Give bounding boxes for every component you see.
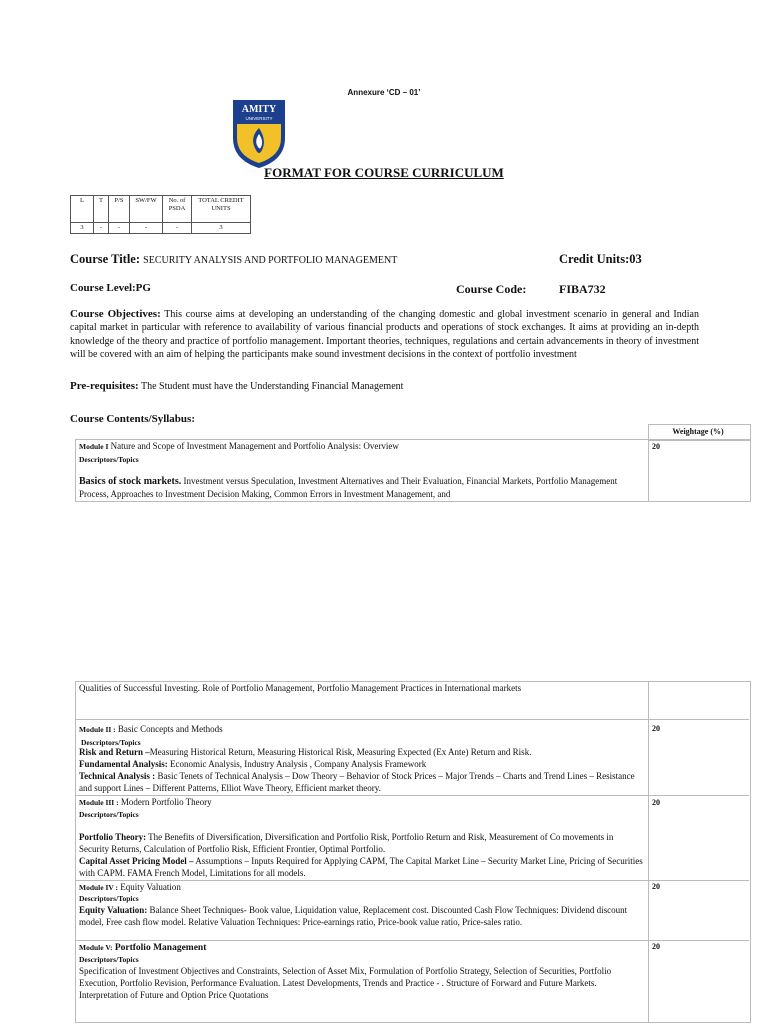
contents-heading: Course Contents/Syllabus: bbox=[70, 413, 195, 425]
weightage-header: Weightage (%) bbox=[672, 427, 724, 436]
value-cell: 3 bbox=[71, 223, 94, 234]
header-cell: L bbox=[71, 196, 94, 223]
module-2-heading bbox=[79, 723, 645, 736]
descriptors-label: Descriptors/Topics bbox=[79, 455, 139, 464]
module-label: Module I bbox=[79, 442, 109, 451]
module-4-content bbox=[79, 904, 645, 928]
university-logo bbox=[229, 98, 289, 170]
descriptors-label: Descriptors/Topics bbox=[79, 894, 139, 903]
module-weight: 20 bbox=[652, 442, 660, 451]
topic-heading: Capital Asset Pricing Model – bbox=[79, 856, 194, 866]
module-1-heading bbox=[79, 440, 645, 453]
header-cell: No. of PSDA bbox=[163, 196, 192, 223]
course-level: Course Level:PG bbox=[70, 282, 151, 294]
module-label: Module III : bbox=[79, 798, 119, 807]
topic-text: Basic Tenets of Technical Analysis – Dow Theory – Behavior of Stock Prices – Major Trends – Charts and Trend Lines – Resistance and support Lines – Different Patterns, Elliot Wave Theory, Efficient market theory. bbox=[79, 771, 635, 793]
module-title: Modern Portfolio Theory bbox=[120, 797, 212, 807]
topic-line bbox=[79, 770, 645, 794]
module-5-content: Specification of Investment Objectives and Constraints, Selection of Asset Mix, Formulation of Portfolio Strategy, Selection of Securities, Portfolio Execution, Portfolio Revision, Performance Evaluation. Latest Developments, Trends and Practice - . Structure of Forward and Future Markets. Interpretation of Future and Option Price Quotations bbox=[79, 966, 612, 1000]
topic-line bbox=[79, 758, 645, 770]
module-label: Module II : bbox=[79, 725, 116, 734]
descriptors-label: Descriptors/Topics bbox=[81, 738, 141, 747]
topic-text: Measuring Historical Return, Measuring Historical Risk, Measuring Expected (Ex Ante) Return and Risk. bbox=[149, 747, 532, 757]
prereq-label: Pre-requisites: bbox=[70, 380, 139, 392]
prerequisites bbox=[70, 380, 403, 392]
module-weight: 20 bbox=[652, 798, 660, 807]
objectives-label: Course Objectives: bbox=[70, 308, 161, 320]
module-1-content bbox=[79, 475, 645, 500]
course-code-value: FIBA732 bbox=[559, 282, 606, 296]
descriptors-label: Descriptors/Topics bbox=[79, 955, 139, 964]
table-row bbox=[71, 223, 251, 234]
module-label: Module V: bbox=[79, 943, 113, 952]
value-cell: - bbox=[130, 223, 163, 234]
course-objectives bbox=[70, 308, 699, 361]
module-weight: 20 bbox=[652, 724, 660, 733]
column-divider bbox=[648, 439, 649, 501]
module-2-content bbox=[79, 746, 645, 794]
credit-units-table bbox=[70, 195, 251, 234]
course-title-label: Course Title: bbox=[70, 252, 141, 266]
module-3-content bbox=[79, 831, 645, 879]
topic-heading: Equity Valuation: bbox=[79, 905, 148, 915]
module-title: Equity Valuation bbox=[120, 882, 181, 892]
topic-text: Balance Sheet Techniques- Book value, Liquidation value, Replacement cost. Discounted Cash Flow Techniques: Dividend discount model, Free cash flow model. Relative Valuation Techniques: Price-earnings ratio, Price-book value ratio, Price-sales ratio. bbox=[79, 905, 628, 927]
module-weight: 20 bbox=[652, 942, 660, 951]
module-4-heading bbox=[79, 881, 645, 894]
header-cell: T bbox=[94, 196, 109, 223]
topic-line bbox=[79, 746, 645, 758]
header-cell: TOTAL CREDIT UNITS bbox=[192, 196, 251, 223]
annexure-label: Annexure ‘CD – 01’ bbox=[347, 88, 421, 97]
svg-text:UNIVERSITY: UNIVERSITY bbox=[245, 116, 273, 121]
topic-heading: Risk and Return – bbox=[79, 747, 150, 757]
page-title: FORMAT FOR COURSE CURRICULUM bbox=[264, 165, 504, 180]
column-divider bbox=[648, 681, 649, 1022]
prereq-text: The Student must have the Understanding Financial Management bbox=[140, 381, 404, 392]
row-divider bbox=[75, 719, 749, 720]
topic-heading: Technical Analysis : bbox=[79, 771, 156, 781]
descriptors-label: Descriptors/Topics bbox=[79, 810, 139, 819]
module-title: Basic Concepts and Methods bbox=[117, 724, 223, 734]
header-cell: SW/FW bbox=[130, 196, 163, 223]
credit-units: Credit Units:03 bbox=[559, 252, 642, 266]
module-label: Module IV : bbox=[79, 883, 119, 892]
topic-heading: Fundamental Analysis: bbox=[79, 759, 168, 769]
module-3-heading bbox=[79, 796, 645, 809]
svg-text:AMITY: AMITY bbox=[241, 104, 277, 115]
topic-heading: Basics of stock markets. bbox=[79, 476, 182, 487]
topic-text: Assumptions – Inputs Required for Applying CAPM, The Capital Market Line – Security Market Line, Pricing of Securities with CAPM. FAMA French Model, Limitations for all models. bbox=[79, 856, 643, 878]
course-code-label: Course Code: bbox=[456, 282, 527, 296]
module-title: Portfolio Management bbox=[114, 943, 207, 953]
objectives-text: This course aims at developing an understanding of the changing domestic and global investment scenario in general and Indian capital market in particular with reference to availability of various financial products and operations of stock exchanges. It aims at providing an in-depth knowledge of the theory and practice of portfolio management. Important theories, techniques, regulations and certain advancements in theory of investment will be covered with an aim of helping the participants make sound investment decisions in the context of portfolio investment bbox=[70, 309, 699, 360]
value-cell: - bbox=[163, 223, 192, 234]
module-weight: 20 bbox=[652, 882, 660, 891]
module-5-heading bbox=[79, 941, 645, 954]
topic-line bbox=[79, 855, 645, 879]
course-title-value: SECURITY ANALYSIS AND PORTFOLIO MANAGEMENT bbox=[143, 255, 398, 266]
value-cell: - bbox=[109, 223, 130, 234]
topic-text: The Benefits of Diversification, Diversification and Portfolio Risk, Portfolio Return and Risk, Measurement of Co movements in Security Returns, Calculation of Portfolio Risk, Efficient Frontier, Optimal Portfolio. bbox=[79, 832, 614, 854]
value-cell: - bbox=[94, 223, 109, 234]
header-cell: P/S bbox=[109, 196, 130, 223]
topic-text: Investment versus Speculation, Investment Alternatives and Their Evaluation, Financial Markets, Portfolio Management Process, Approaches to Investment Decision Making, Common Errors in Investment Management, and bbox=[79, 476, 618, 499]
value-cell: 3 bbox=[192, 223, 251, 234]
module-1-continued: Qualities of Successful Investing. Role of Portfolio Management, Portfolio Management Practices in International markets bbox=[79, 683, 522, 693]
table-header-row bbox=[71, 196, 251, 223]
course-title bbox=[70, 252, 397, 267]
topic-text: Economic Analysis, Industry Analysis , Company Analysis Framework bbox=[170, 759, 427, 769]
topic-line bbox=[79, 831, 645, 855]
module-title: Nature and Scope of Investment Management and Portfolio Analysis: Overview bbox=[110, 441, 399, 451]
topic-heading: Portfolio Theory: bbox=[79, 832, 147, 842]
